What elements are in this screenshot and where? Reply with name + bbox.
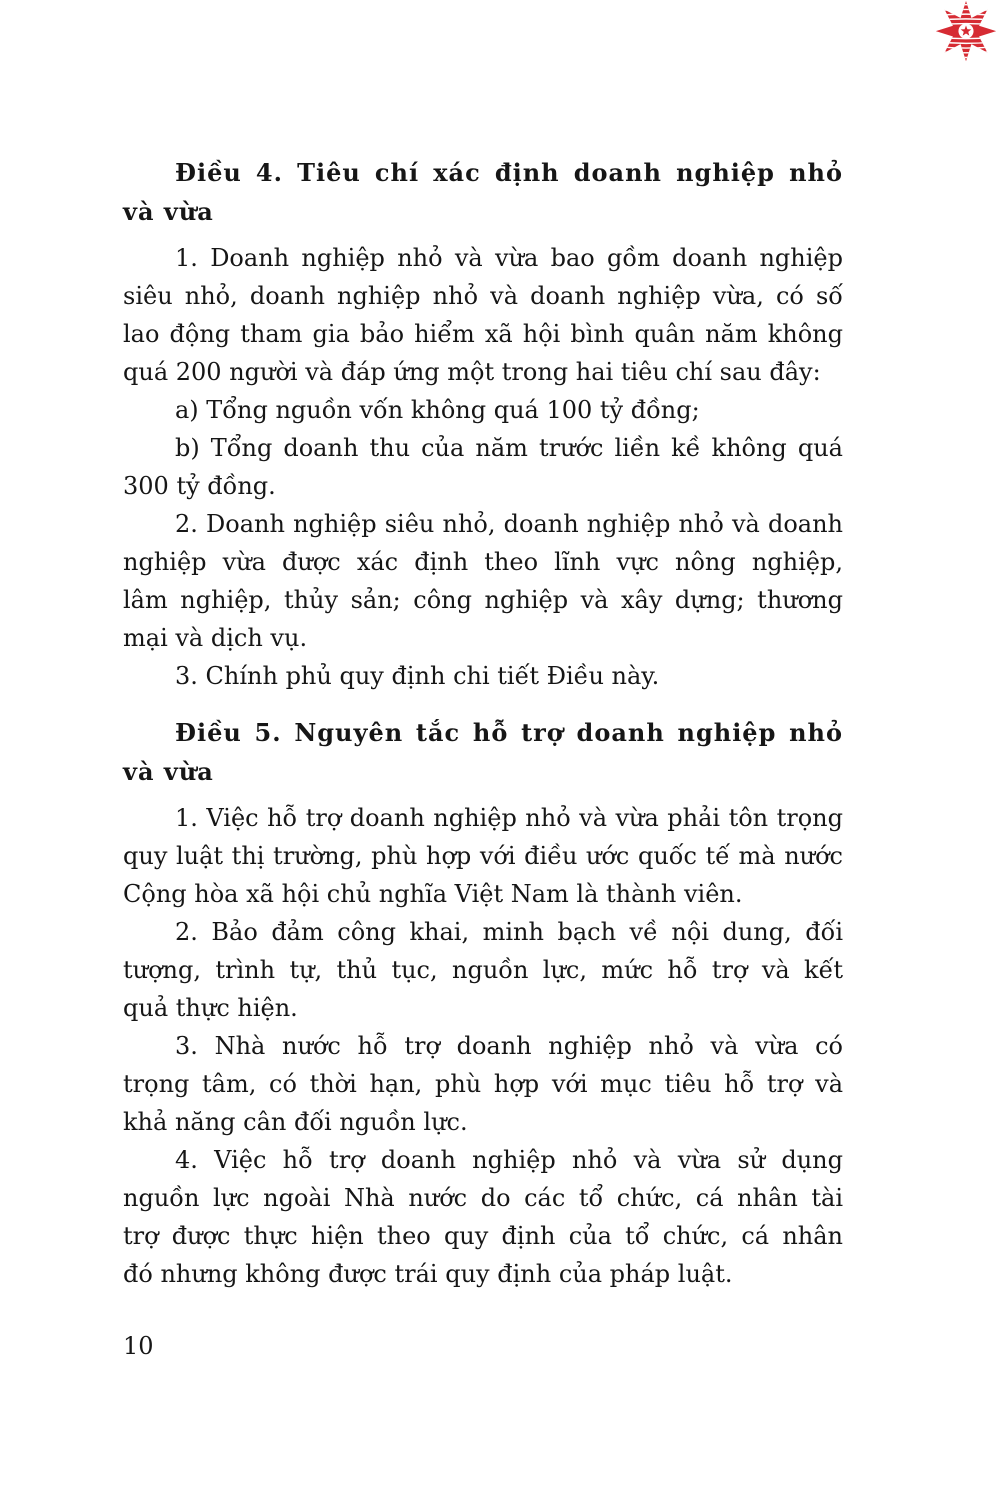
paragraph xyxy=(123,799,843,913)
paragraph-line: trọng tâm, có thời hạn, phù hợp với mục tiêu hỗ trợ và xyxy=(123,1070,843,1098)
paragraph xyxy=(123,1141,843,1293)
paragraph xyxy=(123,505,843,657)
paragraph-line: siêu nhỏ, doanh nghiệp nhỏ và doanh nghiệp vừa, có số xyxy=(123,282,843,310)
paragraph xyxy=(123,1027,843,1141)
paragraph-line: quả thực hiện. xyxy=(123,994,298,1022)
paragraph-line: b) Tổng doanh thu của năm trước liền kề không quá xyxy=(175,434,843,462)
paragraph-line: trợ được thực hiện theo quy định của tổ chức, cá nhân xyxy=(123,1222,843,1250)
paragraph xyxy=(123,657,843,695)
paragraph xyxy=(123,239,843,391)
article-section xyxy=(123,153,843,695)
article-section xyxy=(123,713,843,1293)
article-heading xyxy=(123,713,843,791)
text-column xyxy=(123,153,843,1293)
paragraph-line: Cộng hòa xã hội chủ nghĩa Việt Nam là thành viên. xyxy=(123,880,743,908)
paragraph-line: 1. Doanh nghiệp nhỏ và vừa bao gồm doanh nghiệp xyxy=(175,244,843,272)
page-number: 10 xyxy=(123,1332,154,1360)
paragraph-line: đó nhưng không được trái quy định của pháp luật. xyxy=(123,1260,733,1288)
paragraph-line: 1. Việc hỗ trợ doanh nghiệp nhỏ và vừa phải tôn trọng xyxy=(175,804,843,832)
paragraph-line: quá 200 người và đáp ứng một trong hai tiêu chí sau đây: xyxy=(123,358,821,386)
paragraph-line: mại và dịch vụ. xyxy=(123,624,308,652)
paragraph-line: 4. Việc hỗ trợ doanh nghiệp nhỏ và vừa sử dụng xyxy=(175,1146,843,1174)
paragraph-line: nguồn lực ngoài Nhà nước do các tổ chức, cá nhân tài xyxy=(123,1184,843,1212)
paragraph-line: a) Tổng nguồn vốn không quá 100 tỷ đồng; xyxy=(175,396,700,424)
article-heading-line: và vừa xyxy=(123,757,214,786)
paragraph xyxy=(123,429,843,505)
article-heading-line: Điều 5. Nguyên tắc hỗ trợ doanh nghiệp nhỏ xyxy=(175,718,843,747)
paragraph-line: 300 tỷ đồng. xyxy=(123,472,276,500)
article-body xyxy=(123,239,843,695)
paragraph-line: 3. Chính phủ quy định chi tiết Điều này. xyxy=(175,662,660,690)
article-heading-line: và vừa xyxy=(123,197,214,226)
paragraph xyxy=(123,391,843,429)
paragraph-line: 2. Doanh nghiệp siêu nhỏ, doanh nghiệp nhỏ và doanh xyxy=(175,510,843,538)
paragraph-line: tượng, trình tự, thủ tục, nguồn lực, mức hỗ trợ và kết xyxy=(123,956,843,984)
paragraph-line: lao động tham gia bảo hiểm xã hội bình quân năm không xyxy=(123,320,843,348)
article-body xyxy=(123,799,843,1293)
paragraph-line: 2. Bảo đảm công khai, minh bạch về nội dung, đối xyxy=(175,918,843,946)
article-heading xyxy=(123,153,843,231)
paragraph xyxy=(123,913,843,1027)
paragraph-line: quy luật thị trường, phù hợp với điều ước quốc tế mà nước xyxy=(123,842,843,870)
article-heading-line: Điều 4. Tiêu chí xác định doanh nghiệp nhỏ xyxy=(175,158,843,187)
paragraph-line: nghiệp vừa được xác định theo lĩnh vực nông nghiệp, xyxy=(123,548,843,576)
publisher-star-emblem-icon xyxy=(933,0,999,66)
paragraph-line: lâm nghiệp, thủy sản; công nghiệp và xây dựng; thương xyxy=(123,586,843,614)
paragraph-line: 3. Nhà nước hỗ trợ doanh nghiệp nhỏ và vừa có xyxy=(175,1032,843,1060)
paragraph-line: khả năng cân đối nguồn lực. xyxy=(123,1108,468,1136)
